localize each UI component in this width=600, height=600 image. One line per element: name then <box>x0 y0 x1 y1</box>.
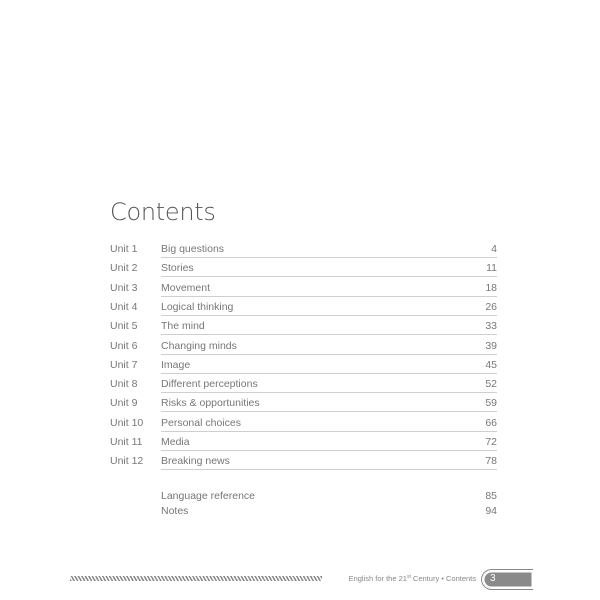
divider <box>161 431 497 432</box>
toc-entry <box>110 375 497 393</box>
unit-label: Unit 3 <box>110 281 138 294</box>
toc-entry <box>110 337 497 355</box>
chapter-title: Language reference <box>161 490 255 502</box>
page-number: 45 <box>485 358 497 371</box>
unit-label: Unit 2 <box>110 262 138 275</box>
divider <box>161 392 497 393</box>
page-number: 85 <box>485 490 497 502</box>
unit-label: Unit 12 <box>110 455 144 468</box>
page-number: 18 <box>485 281 497 294</box>
chapter-title: Different perceptions <box>161 378 258 391</box>
chapter-title: Movement <box>161 281 211 294</box>
unit-label: Unit 1 <box>110 243 138 255</box>
unit-label: Unit 5 <box>110 320 138 333</box>
toc-entry <box>110 279 497 297</box>
footer-book-title <box>349 574 476 584</box>
page-number: 72 <box>485 436 497 448</box>
divider <box>161 411 497 412</box>
page-number: 26 <box>485 300 497 313</box>
chapter-title: Personal choices <box>161 416 241 429</box>
footer-text-main: English for the 21 <box>348 574 407 583</box>
chapter-title: The mind <box>161 320 205 333</box>
page-number: 39 <box>485 339 497 352</box>
unit-label: Unit 10 <box>110 416 144 429</box>
divider <box>161 276 497 277</box>
page-number: 94 <box>485 505 497 517</box>
toc-entry <box>110 452 497 470</box>
toc-entry <box>110 489 497 503</box>
divider <box>161 450 497 451</box>
footer-text-sup: st <box>406 574 411 580</box>
chapter-title: Media <box>161 436 190 448</box>
divider <box>161 257 497 258</box>
chapter-title: Risks & opportunities <box>161 397 260 410</box>
page-number: 11 <box>486 262 497 275</box>
page-number: 52 <box>485 378 497 391</box>
page-number: 78 <box>485 455 497 468</box>
chapter-title: Image <box>161 358 191 371</box>
toc-entry <box>110 394 497 412</box>
chapter-title: Changing minds <box>161 339 237 352</box>
toc-entry <box>110 504 497 518</box>
divider <box>161 373 497 374</box>
toc-entry <box>110 240 497 258</box>
footer-hatched-bar <box>70 576 322 581</box>
unit-label: Unit 8 <box>110 378 138 391</box>
page-number: 3 <box>490 573 496 584</box>
chapter-title: Stories <box>161 262 194 275</box>
unit-label: Unit 4 <box>110 300 138 313</box>
divider <box>161 296 497 297</box>
page-number: 33 <box>485 320 497 333</box>
chapter-title: Big questions <box>161 243 225 255</box>
unit-label: Unit 9 <box>110 397 138 410</box>
divider <box>161 315 497 316</box>
page-number-tab <box>483 571 533 588</box>
page-number: 4 <box>491 243 497 255</box>
divider <box>161 334 497 335</box>
footer-text-rest: Century • Contents <box>410 574 476 583</box>
toc-entry <box>110 433 497 451</box>
divider <box>161 469 497 470</box>
toc-entry <box>110 259 497 277</box>
toc-entry <box>110 317 497 335</box>
chapter-title: Notes <box>161 505 189 517</box>
toc-entry <box>110 356 497 374</box>
unit-label: Unit 6 <box>110 339 138 352</box>
toc-entry <box>110 414 497 432</box>
page-title: Contents <box>110 198 216 226</box>
chapter-title: Logical thinking <box>161 300 234 313</box>
chapter-title: Breaking news <box>161 455 230 468</box>
divider <box>161 354 497 355</box>
unit-label: Unit 11 <box>110 436 143 448</box>
unit-label: Unit 7 <box>110 358 138 371</box>
page-number: 59 <box>485 397 497 410</box>
page-number: 66 <box>485 416 497 429</box>
toc-entry <box>110 298 497 316</box>
